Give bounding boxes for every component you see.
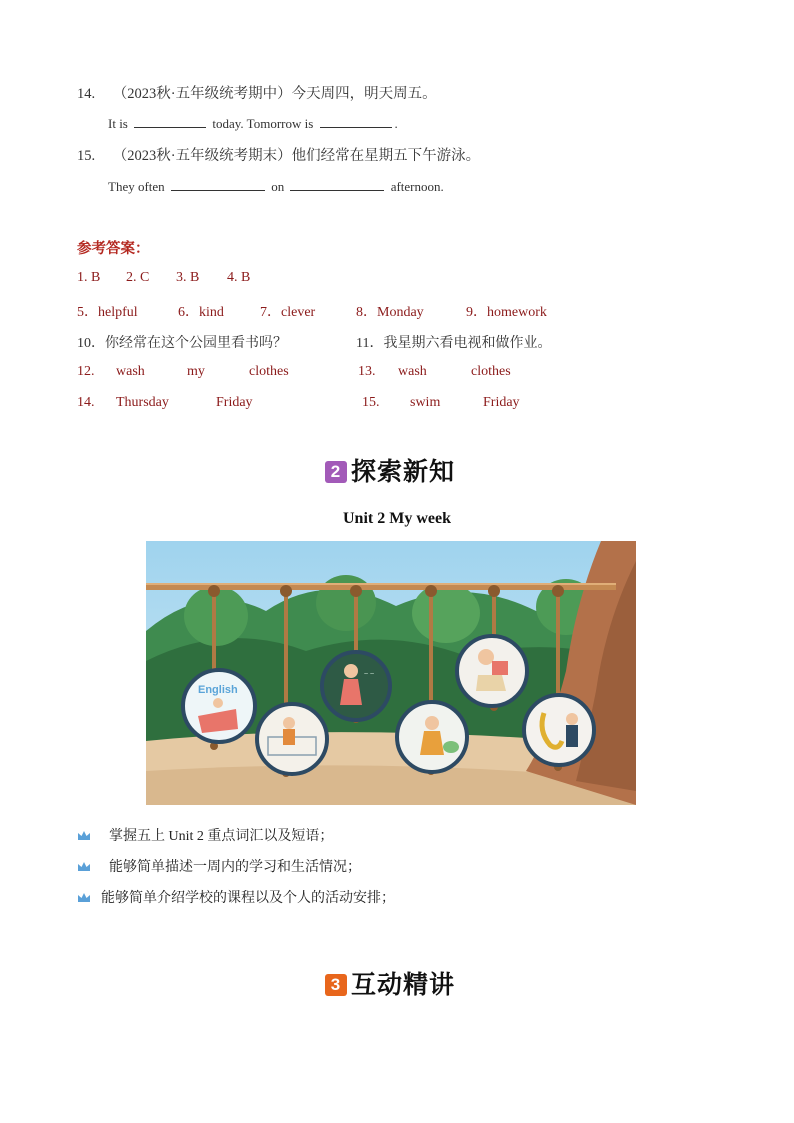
answer-item: Thursday	[116, 395, 169, 410]
text-fragment: today. Tomorrow	[212, 116, 302, 131]
section-3-heading	[325, 965, 455, 1001]
text-fragment: It is	[108, 116, 128, 131]
answer-item: wash	[116, 364, 145, 379]
answers-row-2	[0, 301, 794, 321]
objective-text: 掌握五上 Unit 2 重点词汇以及短语；	[109, 829, 334, 844]
answers-title: 参考答案：	[77, 241, 150, 257]
answers-row-4	[0, 364, 794, 384]
section-2-heading	[325, 452, 455, 488]
crown-bullet-icon	[77, 830, 91, 841]
objective-item	[77, 856, 361, 876]
question-14-line	[108, 115, 398, 132]
answers-row-5	[0, 395, 794, 415]
question-number: 15.	[77, 148, 96, 164]
question-15	[77, 144, 480, 165]
section-number-badge: 2	[325, 461, 347, 483]
text-fragment: is	[304, 116, 314, 131]
objective-text: 能够简单描述一周内的学习和生活情况；	[109, 860, 361, 875]
unit-illustration	[146, 541, 636, 805]
question-source: （2023秋·五年级统考期中）今天周四，明天周五。	[112, 86, 437, 102]
answer-item: 12.	[77, 364, 95, 379]
text-fragment: on	[271, 179, 285, 194]
crown-bullet-icon	[77, 892, 91, 903]
answer-item: clothes	[471, 364, 511, 379]
answer-item: 15.	[362, 395, 380, 410]
answer-item: 1. B	[77, 270, 101, 285]
answer-item: Friday	[216, 395, 253, 410]
answer-item: wash	[398, 364, 427, 379]
question-source: （2023秋·五年级统考期末）他们经常在星期五下午游泳。	[112, 148, 481, 164]
answer-item: 4. B	[227, 270, 251, 285]
text-fragment: afternoon.	[390, 179, 444, 194]
unit-illustration-image	[146, 541, 636, 805]
answer-item: Friday	[483, 395, 520, 410]
answer-item: 3. B	[176, 270, 200, 285]
answer-item: clothes	[249, 364, 289, 379]
unit-title: Unit 2 My week	[343, 510, 451, 527]
text-fragment: often	[137, 179, 165, 194]
answer-item: 2. C	[126, 270, 150, 285]
answer-blank[interactable]	[134, 115, 206, 128]
answer-item: swim	[410, 395, 441, 410]
answer-item: 7．clever	[260, 305, 316, 320]
answer-item: 6．kind	[178, 305, 224, 320]
answer-item: 5．helpful	[77, 305, 138, 320]
answer-item: 9．homework	[466, 305, 547, 320]
english-sign-text: English	[198, 684, 238, 696]
question-number: 14.	[77, 86, 96, 102]
answers-row-1	[0, 270, 794, 290]
answer-blank[interactable]	[290, 178, 384, 191]
section-title: 探索新知	[351, 457, 456, 486]
text-fragment: .	[394, 116, 398, 131]
objective-item	[77, 825, 333, 845]
section-title: 互动精讲	[351, 970, 456, 999]
answer-item: 10．你经常在这个公园里看书吗？	[77, 336, 287, 351]
chalkboard-scribble-icon: ~ ~	[364, 671, 375, 678]
answer-item: 14.	[77, 395, 95, 410]
question-14	[77, 82, 437, 103]
answer-blank[interactable]	[320, 115, 392, 128]
answer-item: 8．Monday	[356, 305, 424, 320]
answer-item: my	[187, 364, 205, 379]
objective-text: 能够简单介绍学校的课程以及个人的活动安排；	[101, 891, 395, 906]
objective-item	[77, 887, 395, 907]
crown-bullet-icon	[77, 861, 91, 872]
answer-blank[interactable]	[171, 178, 265, 191]
section-number-badge: 3	[325, 974, 347, 996]
question-15-line	[108, 178, 444, 195]
answer-item: 13.	[358, 364, 376, 379]
text-fragment: They	[108, 179, 135, 194]
answers-row-3	[0, 332, 794, 352]
answer-item: 11．我星期六看电视和做作业。	[356, 336, 552, 351]
